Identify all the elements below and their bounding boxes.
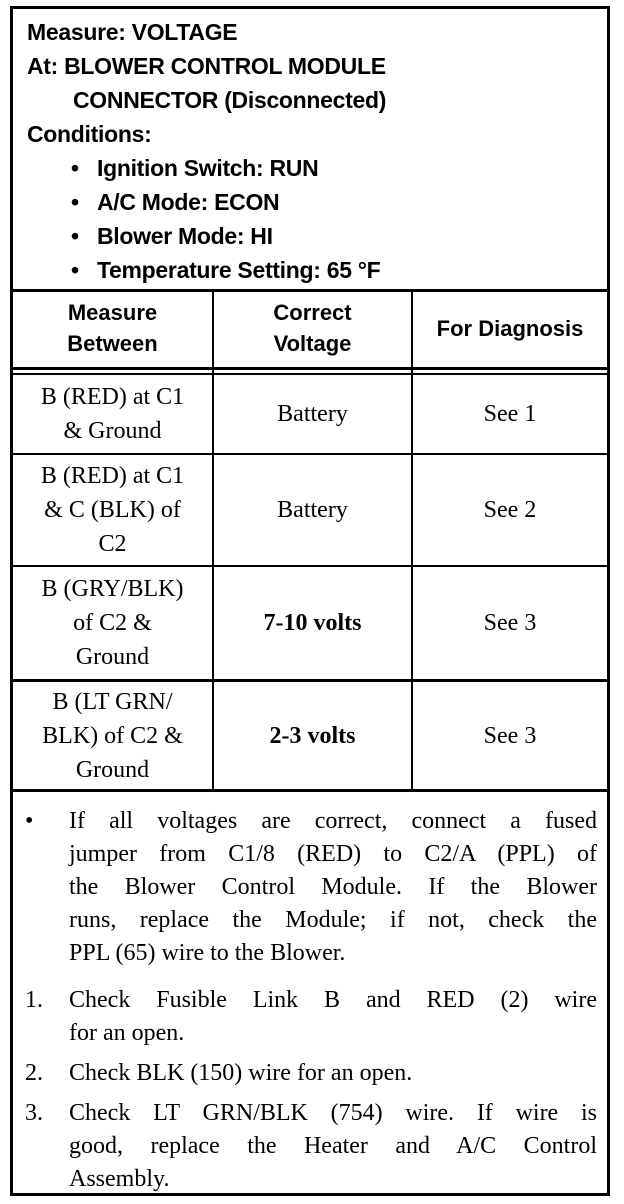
condition-text: Temperature Setting: 65 °F	[97, 257, 381, 283]
diagnostic-chart	[10, 6, 610, 1196]
column-header-text: For Diagnosis	[436, 316, 584, 341]
note-marker: 1.	[25, 987, 43, 1013]
cell-line: Ground	[75, 756, 150, 783]
column-header-for-diagnosis	[413, 313, 607, 344]
column-header-text: Correct	[273, 300, 352, 325]
note-line: runs, replace the Module; if not, check the	[69, 907, 597, 933]
column-header-text: Between	[67, 331, 158, 356]
conditions-label: Conditions:	[27, 121, 152, 147]
measure-line: Measure: VOLTAGE	[27, 19, 238, 45]
condition-text: Ignition Switch: RUN	[97, 155, 319, 181]
note-line: the Blower Control Module. If the Blower	[69, 874, 597, 900]
cell-line: & Ground	[63, 418, 162, 444]
column-header-correct-voltage	[214, 297, 411, 359]
divider	[13, 367, 607, 370]
column-header-text: Measure	[67, 300, 158, 325]
condition-item: • Temperature Setting: 65 °F	[71, 257, 381, 283]
condition-text: Blower Mode: HI	[97, 223, 273, 249]
table-row-1-voltage: Battery	[277, 401, 348, 427]
location-line-1: At: BLOWER CONTROL MODULE	[27, 53, 386, 79]
table-row-2-voltage: Battery	[277, 497, 348, 523]
cell-line: Ground	[75, 644, 150, 670]
note-line: jumper from C1/8 (RED) to C2/A (PPL) of	[69, 841, 597, 867]
table-row-4-diagnosis: See 3	[483, 722, 537, 749]
cell-line: & C (BLK) of	[44, 497, 181, 523]
note-line: for an open.	[69, 1020, 185, 1046]
note-marker: 3.	[25, 1100, 43, 1126]
note-marker: 2.	[25, 1060, 43, 1086]
cell-line: BLK) of C2 &	[42, 722, 183, 749]
column-header-measure-between	[13, 297, 212, 359]
condition-item: • A/C Mode: ECON	[71, 189, 280, 215]
location-line-2: CONNECTOR (Disconnected)	[73, 87, 387, 113]
divider	[13, 289, 607, 292]
cell-line: B (LT GRN/	[52, 688, 173, 715]
table-row-3-diagnosis: See 3	[483, 610, 537, 636]
cell-line: C2	[98, 531, 127, 557]
note-line: Assembly.	[69, 1166, 170, 1192]
note-marker: •	[25, 808, 34, 834]
table-row-2-between	[13, 455, 212, 565]
cell-line: B (GRY/BLK)	[41, 576, 184, 602]
cell-line: B (RED) at C1	[40, 384, 185, 410]
table-row-4-voltage: 2-3 volts	[269, 722, 356, 749]
cell-line: of C2 &	[73, 610, 152, 636]
note-line: If all voltages are correct, connect a fused	[69, 808, 597, 834]
cell-line: B (RED) at C1	[40, 463, 185, 489]
test-conditions-header	[13, 9, 607, 289]
table-row-1-between	[13, 375, 212, 453]
table-row-3-between	[13, 567, 212, 679]
table-row-2-diagnosis: See 2	[483, 497, 537, 523]
table-row-3-voltage: 7-10 volts	[263, 610, 362, 636]
condition-item: • Blower Mode: HI	[71, 223, 273, 249]
note-line: Check LT GRN/BLK (754) wire. If wire is	[69, 1100, 597, 1126]
condition-text: A/C Mode: ECON	[97, 189, 280, 215]
note-line: PPL (65) wire to the Blower.	[69, 940, 346, 966]
note-line: good, replace the Heater and A/C Control	[69, 1133, 597, 1159]
note-line: Check Fusible Link B and RED (2) wire	[69, 987, 597, 1013]
note-line: Check BLK (150) wire for an open.	[69, 1060, 413, 1086]
column-header-text: Voltage	[273, 331, 352, 356]
condition-item: • Ignition Switch: RUN	[71, 155, 319, 181]
table-row-1-diagnosis: See 1	[483, 401, 537, 427]
divider	[13, 789, 607, 792]
table-row-4-between	[13, 682, 212, 789]
